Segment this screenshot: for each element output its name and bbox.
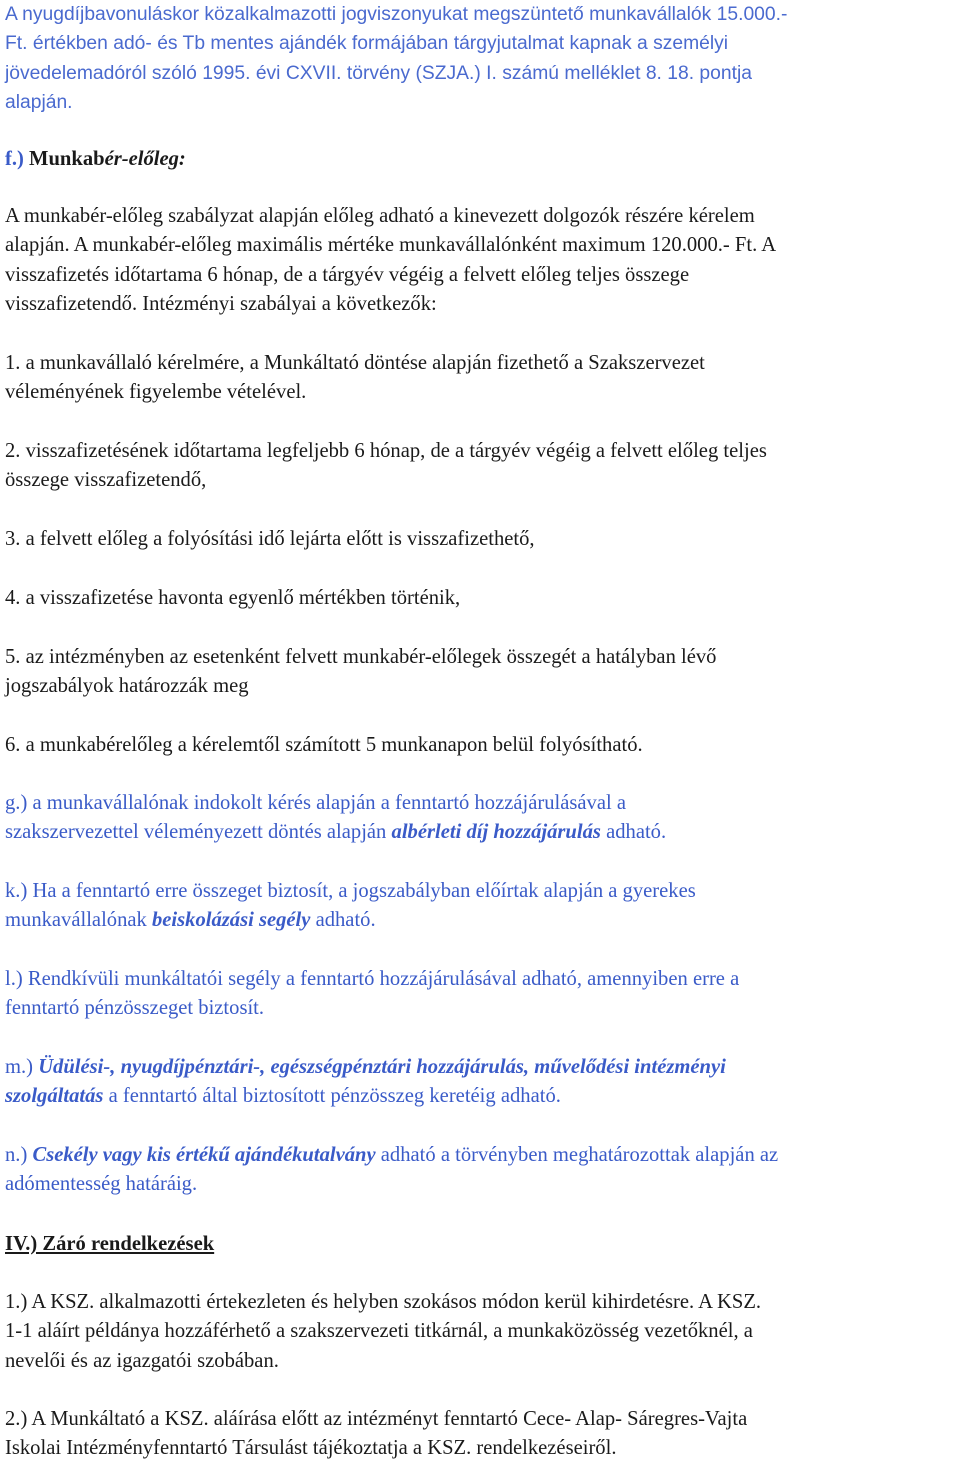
section-l-line: l.) Rendkívüli munkáltatói segély a fenntartó hozzájárulásával adható, amennyiben erre a xyxy=(5,968,740,990)
rule-line: véleményének figyelembe vételével. xyxy=(5,381,307,404)
rule-3 xyxy=(5,525,535,554)
section-f-line: visszafizetés időtartama 6 hónap, de a tárgyév végéig a felvett előleg teljes összege xyxy=(5,263,690,286)
intro-line: alapján. xyxy=(5,91,73,113)
section-n-marker: n.) xyxy=(5,1144,33,1166)
section-k-line xyxy=(5,906,696,935)
section-n-line xyxy=(5,1141,778,1170)
section-n-line: adómentesség határáig. xyxy=(5,1173,198,1196)
section-k-emphasis: beiskolázási segély xyxy=(151,909,311,932)
section-k-text: adható. xyxy=(310,909,376,932)
section-f-line: visszafizetendő. Intézményi szabályai a következők: xyxy=(5,292,437,315)
section-g-text: szakszervezettel véleményezett döntés alapján xyxy=(5,821,392,844)
section-g xyxy=(5,789,666,848)
rule-6 xyxy=(5,731,643,760)
section-g-line: g.) a munkavállalónak indokolt kérés alapján a fenntartó hozzájárulásával a xyxy=(5,792,626,814)
rule-2 xyxy=(5,437,767,496)
section-m xyxy=(5,1053,726,1112)
section-m-emphasis: Üdülési-, nyugdíjpénztári-, egészségpénztári hozzájárulás, művelődési intézményi xyxy=(38,1056,726,1078)
rule-line: 4. a visszafizetése havonta egyenlő mértékben történik, xyxy=(5,587,461,609)
rule-5 xyxy=(5,643,716,702)
section-l-line: fenntartó pénzösszeget biztosít. xyxy=(5,997,265,1020)
section-f-paragraph xyxy=(5,202,776,319)
intro-line: A nyugdíjbavonuláskor közalkalmazotti jogviszonyukat megszüntető munkavállalók 15.000.- xyxy=(5,4,788,25)
closing-line: 1-1 aláírt példánya hozzáférhető a szakszervezeti titkárnál, a munkaközösség vezetőknél, a xyxy=(5,1320,753,1343)
rule-line: 6. a munkabérelőleg a kérelemtől számított 5 munkanapon belül folyósítható. xyxy=(5,734,643,756)
section-g-text: adható. xyxy=(600,821,667,844)
rule-line: összege visszafizetendő, xyxy=(5,469,207,492)
rule-line: 2. visszafizetésének időtartama legfeljebb 6 hónap, de a tárgyév végéig a felvett előleg teljes xyxy=(5,440,767,462)
section-l xyxy=(5,965,739,1024)
section-g-line xyxy=(5,818,666,847)
section-f-marker: f.) xyxy=(5,148,24,170)
closing-line: 2.) A Munkáltató a KSZ. aláírása előtt az intézményt fenntartó Cece- Alap- Sáregres-Vajta xyxy=(5,1408,748,1430)
section-k-line: k.) Ha a fenntartó erre összeget biztosít, a jogszabályban előírtak alapján a gyerekes xyxy=(5,880,696,902)
intro-line: Ft. értékben adó- és Tb mentes ajándék formájában tárgyjutalmat kapnak a személyi xyxy=(5,33,729,55)
rule-line: 3. a felvett előleg a folyósítási idő lejárta előtt is visszafizethető, xyxy=(5,528,535,550)
section-n xyxy=(5,1141,778,1200)
closing-item-1 xyxy=(5,1288,761,1376)
section-m-line xyxy=(5,1053,726,1082)
section-f-title-italic: ér-előleg: xyxy=(104,148,186,170)
closing-heading: IV.) Záró rendelkezések xyxy=(5,1233,215,1255)
intro-line: jövedelemadóról szóló 1995. évi CXVII. törvény (SZJA.) I. számú melléklet 8. 18. pontja xyxy=(5,62,752,84)
section-g-emphasis: albérleti díj hozzájárulás xyxy=(391,821,601,844)
section-m-line xyxy=(5,1082,726,1111)
rule-4 xyxy=(5,584,460,613)
rule-1 xyxy=(5,349,705,408)
closing-line: Iskolai Intézményfenntartó Társulást tájékoztatja a KSZ. rendelkezéseiről. xyxy=(5,1437,617,1460)
closing-line: 1.) A KSZ. alkalmazotti értekezleten és helyben szokásos módon kerül kihirdetésre. A KSZ. xyxy=(5,1291,762,1313)
section-n-emphasis: Csekély vagy kis értékű ajándékutalvány xyxy=(32,1144,376,1166)
intro-paragraph xyxy=(5,0,787,117)
rule-line: jogszabályok határozzák meg xyxy=(5,675,249,698)
section-f-heading xyxy=(5,145,186,174)
section-n-text: adható a törvényben meghatározottak alapján az xyxy=(375,1144,779,1166)
section-m-emphasis: szolgáltatás xyxy=(5,1085,104,1108)
section-k xyxy=(5,877,696,936)
rule-line: 1. a munkavállaló kérelmére, a Munkáltató döntése alapján fizethető a Szakszervezet xyxy=(5,352,705,374)
section-k-text: munkavállalónak xyxy=(5,909,152,932)
section-m-marker: m.) xyxy=(5,1056,39,1078)
rule-line: 5. az intézményben az esetenként felvett munkabér-előlegek összegét a hatályban lévő xyxy=(5,646,717,668)
section-f-line: A munkabér-előleg szabályzat alapján előleg adható a kinevezett dolgozók részére kérelem xyxy=(5,205,755,227)
section-f-title: Munkab xyxy=(23,148,105,170)
section-f-line: alapján. A munkabér-előleg maximális mértéke munkavállalónként maximum 120.000.- Ft. A xyxy=(5,234,777,257)
closing-line: nevelői és az igazgatói szobában. xyxy=(5,1349,279,1372)
closing-item-2 xyxy=(5,1405,747,1464)
section-m-text: a fenntartó által biztosított pénzösszeg keretéig adható. xyxy=(103,1085,561,1108)
